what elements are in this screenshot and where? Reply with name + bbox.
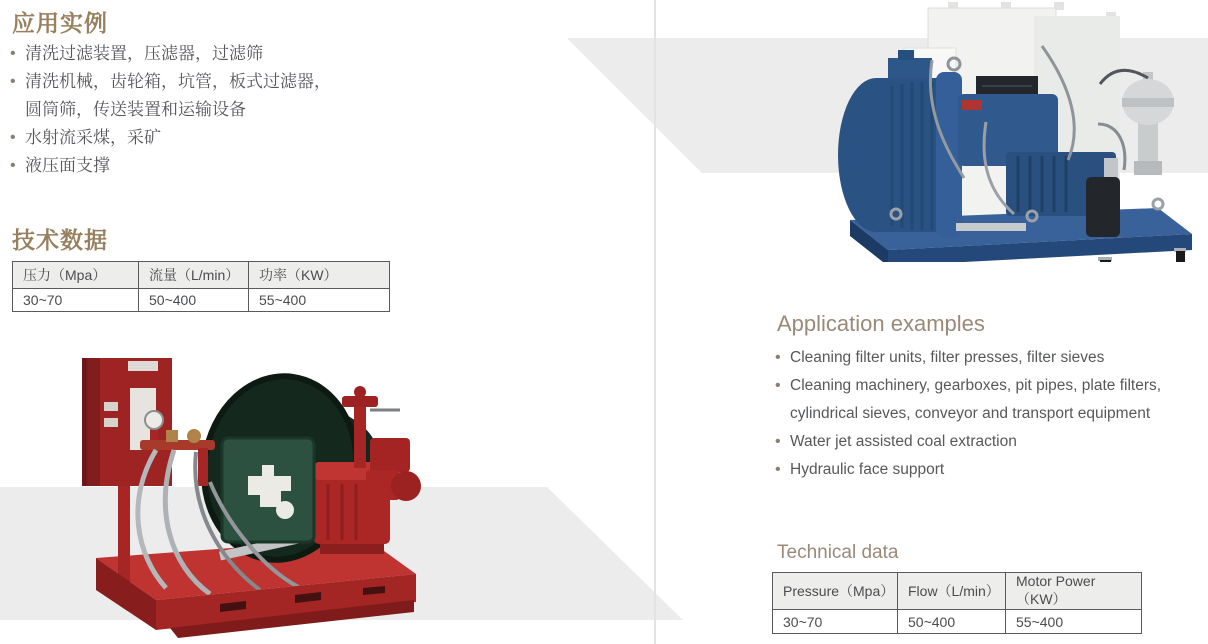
page-divider bbox=[654, 0, 656, 644]
cn-applications-list bbox=[10, 40, 630, 180]
cn-applications-title: 应用实例 bbox=[12, 10, 108, 36]
col-flow: 流量（L/min） bbox=[139, 262, 249, 289]
col-motor-power: Motor Power（KW） bbox=[1006, 573, 1142, 610]
power-value: 55~400 bbox=[249, 289, 390, 312]
pressure-value: 30~70 bbox=[773, 610, 898, 634]
table-row bbox=[773, 610, 1142, 634]
cn-technical-data-title: 技术数据 bbox=[12, 227, 108, 253]
table-header-row bbox=[13, 262, 390, 289]
list-item: • Hydraulic face support bbox=[775, 456, 1205, 484]
en-technical-table bbox=[772, 572, 1142, 634]
list-item: • Cleaning machinery, gearboxes, pit pipes, plate filters, bbox=[775, 372, 1205, 400]
en-applications-list bbox=[775, 344, 1205, 484]
bullet-icon: • bbox=[10, 157, 16, 174]
motor-power-value: 55~400 bbox=[1006, 610, 1142, 634]
bullet-icon: • bbox=[10, 45, 16, 62]
red-pump-unit-image bbox=[70, 350, 422, 642]
bullet-icon: • bbox=[775, 461, 781, 478]
list-item: • 水射流采煤，采矿 bbox=[10, 124, 630, 152]
col-flow: Flow（L/min） bbox=[898, 573, 1006, 610]
flow-value: 50~400 bbox=[898, 610, 1006, 634]
pulsation-damper bbox=[1122, 72, 1174, 175]
bullet-icon: • bbox=[775, 377, 781, 394]
bullet-icon: • bbox=[10, 129, 16, 146]
booster-motor bbox=[1086, 177, 1120, 237]
bullet-icon: • bbox=[10, 73, 16, 90]
list-item: • 清洗机械，齿轮箱，坑管，板式过滤器， bbox=[10, 68, 630, 96]
flow-value: 50~400 bbox=[139, 289, 249, 312]
table-header-row bbox=[773, 573, 1142, 610]
en-applications-title: Application examples bbox=[777, 311, 985, 336]
col-pressure: 压力（Mpa） bbox=[13, 262, 139, 289]
table-row bbox=[13, 289, 390, 312]
list-item: • 液压面支撑 bbox=[10, 152, 630, 180]
bullet-icon: • bbox=[775, 349, 781, 366]
pressure-value: 30~70 bbox=[13, 289, 139, 312]
en-technical-data-title: Technical data bbox=[777, 542, 899, 563]
col-pressure: Pressure（Mpa） bbox=[773, 573, 898, 610]
list-item-continuation: 圆筒筛，传送装置和运输设备 bbox=[25, 100, 246, 119]
cn-technical-table bbox=[12, 261, 390, 312]
list-item: • Cleaning filter units, filter presses, filter sieves bbox=[775, 344, 1205, 372]
list-item: • Water jet assisted coal extraction bbox=[775, 428, 1205, 456]
list-item: • 清洗过滤装置，压滤器，过滤筛 bbox=[10, 40, 630, 68]
col-power: 功率（KW） bbox=[249, 262, 390, 289]
blue-pump-unit-image bbox=[836, 2, 1196, 262]
bullet-icon: • bbox=[775, 433, 781, 450]
list-item-continuation: cylindrical sieves, conveyor and transport equipment bbox=[790, 405, 1151, 422]
